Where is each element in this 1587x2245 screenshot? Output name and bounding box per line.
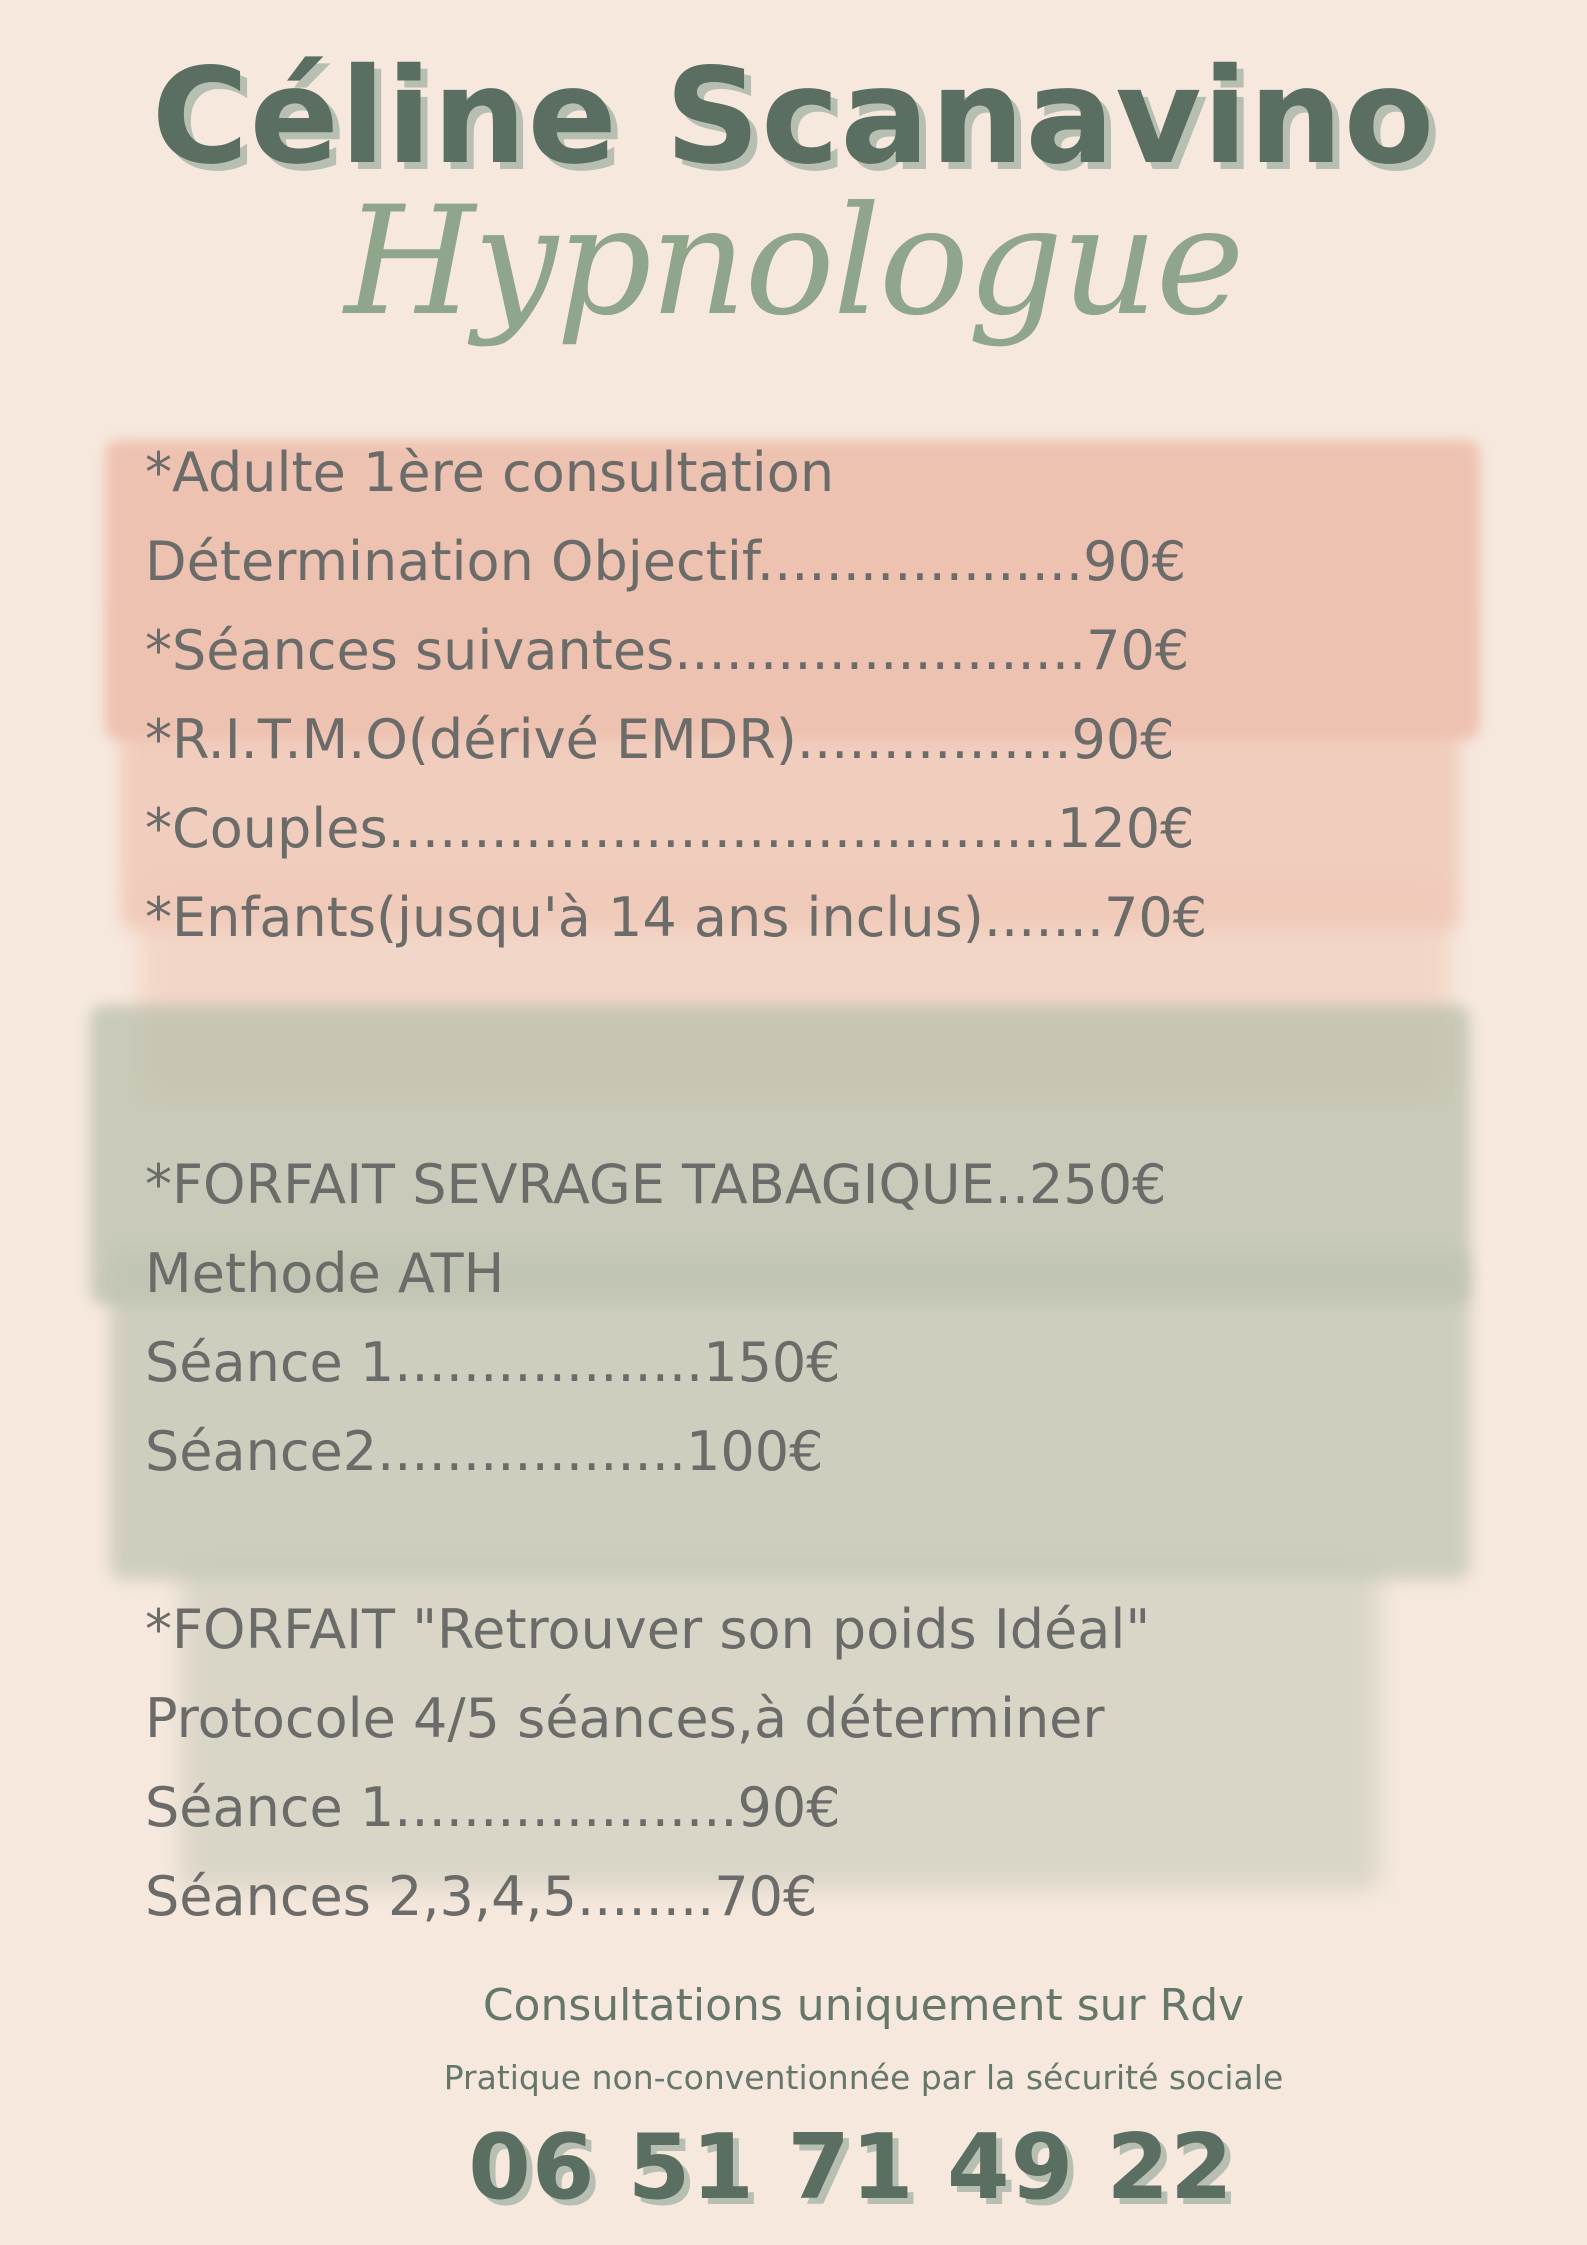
price-line: *Séances suivantes........................70€ bbox=[145, 619, 1190, 682]
price-line: *FORFAIT SEVRAGE TABAGIQUE..250€ bbox=[145, 1153, 1167, 1216]
price-line: Séance 1....................90€ bbox=[145, 1776, 841, 1839]
spacer bbox=[145, 962, 1295, 1051]
spacer bbox=[145, 1051, 1295, 1140]
price-line: Séance 1..................150€ bbox=[145, 1331, 841, 1394]
phone-number: 06 51 71 49 22 bbox=[468, 2115, 1234, 2220]
price-line: *Couples.......................................120€ bbox=[145, 797, 1195, 860]
price-line: Séance2..................100€ bbox=[145, 1420, 824, 1483]
price-line: *Adulte 1ère consultation bbox=[145, 441, 835, 504]
spacer bbox=[145, 1496, 1295, 1585]
price-line: Séances 2,3,4,5........70€ bbox=[145, 1865, 818, 1928]
price-list bbox=[145, 428, 1295, 1941]
insurance-note: Pratique non-conventionnée par la sécurité sociale bbox=[443, 2058, 1284, 2097]
price-line: *Enfants(jusqu'à 14 ans inclus).......70€ bbox=[145, 886, 1208, 949]
profession-title: Hypnologue bbox=[344, 175, 1243, 349]
price-line: *FORFAIT "Retrouver son poids Idéal" bbox=[145, 1598, 1151, 1661]
price-line: Methode ATH bbox=[145, 1242, 505, 1305]
practitioner-name: Céline Scanavino bbox=[151, 40, 1436, 194]
price-line: *R.I.T.M.O(dérivé EMDR)................90€ bbox=[145, 708, 1175, 771]
price-line: Protocole 4/5 séances,à déterminer bbox=[145, 1687, 1105, 1750]
price-line: Détermination Objectif...................90€ bbox=[145, 530, 1187, 593]
appointment-note: Consultations uniquement sur Rdv bbox=[482, 1980, 1245, 2031]
